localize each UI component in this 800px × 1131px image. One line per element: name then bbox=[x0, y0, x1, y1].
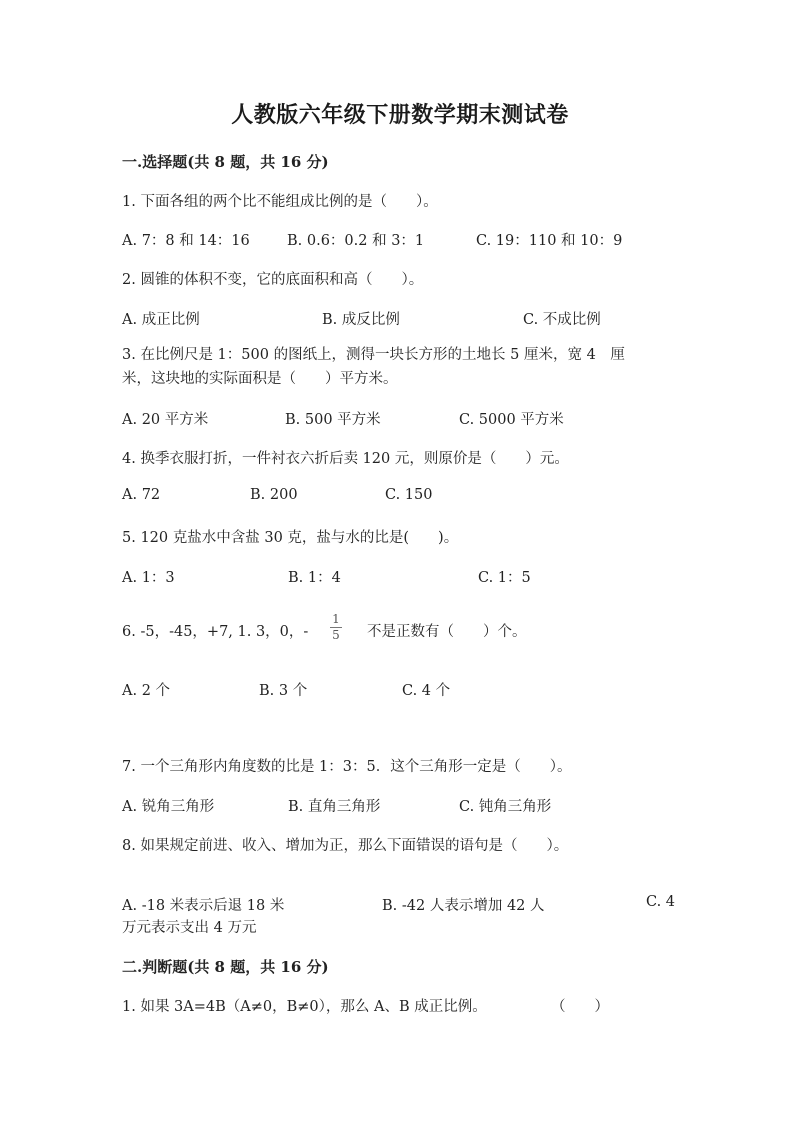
option-c: C. 1：5 bbox=[478, 570, 531, 586]
question-stem: 1. 如果 3A=4B（A≠0，B≠0），那么 A、B 成正比例。 bbox=[122, 999, 487, 1015]
option-b: B. 直角三角形 bbox=[288, 799, 381, 815]
question-stem: 1. 下面各组的两个比不能组成比例的是（ ）。 bbox=[122, 194, 438, 210]
answer-blank: （ ） bbox=[551, 999, 609, 1015]
option-b: B. 1：4 bbox=[288, 570, 341, 586]
question-stem: 7. 一个三角形内角度数的比是 1：3：5．这个三角形一定是（ ）。 bbox=[122, 759, 572, 775]
option-a: A. 1：3 bbox=[122, 570, 175, 586]
question-stem-part1: 6. -5，-45，+7, 1. 3，0，- bbox=[122, 624, 309, 640]
option-c-continuation: 万元表示支出 4 万元 bbox=[122, 920, 257, 936]
option-a: A. 72 bbox=[122, 487, 161, 503]
section-heading-choice: 一.选择题(共 8 题，共 16 分) bbox=[122, 153, 329, 171]
exam-title: 人教版六年级下册数学期末测试卷 bbox=[231, 102, 569, 128]
option-c: C. 钝角三角形 bbox=[459, 799, 552, 815]
option-b: B. 200 bbox=[250, 487, 298, 503]
option-c: C. 150 bbox=[385, 487, 433, 503]
question-stem: 4. 换季衣服打折，一件衬衣六折后卖 120 元，则原价是（ ）元。 bbox=[122, 451, 569, 467]
fraction-numerator: 1 bbox=[332, 612, 340, 626]
option-a: A. -18 米表示后退 18 米 bbox=[122, 898, 285, 914]
option-a: A. 20 平方米 bbox=[122, 412, 209, 428]
option-a: A. 锐角三角形 bbox=[122, 799, 215, 815]
question-stem-part2: 不是正数有（ ）个。 bbox=[367, 624, 527, 640]
question-stem: 2. 圆锥的体积不变，它的底面积和高（ ）。 bbox=[122, 272, 424, 288]
option-b: B. 成反比例 bbox=[322, 312, 400, 328]
question-stem: 5. 120 克盐水中含盐 30 克，盐与水的比是( )。 bbox=[122, 530, 459, 546]
option-a: A. 成正比例 bbox=[122, 312, 200, 328]
option-b: B. 3 个 bbox=[259, 683, 308, 699]
fraction-denominator: 5 bbox=[332, 628, 340, 642]
option-a: A. 7：8 和 14：16 bbox=[122, 233, 250, 249]
option-c: C. 4 bbox=[646, 894, 676, 910]
option-c: C. 19：110 和 10：9 bbox=[476, 233, 623, 249]
option-b: B. 0.6：0.2 和 3：1 bbox=[287, 233, 425, 249]
question-stem: 3. 在比例尺是 1：500 的图纸上，测得一块长方形的土地长 5 厘米，宽 4 厘米，这块地的实际面积是（ ）平方米。 bbox=[122, 347, 625, 387]
option-c: C. 不成比例 bbox=[523, 312, 601, 328]
option-c: C. 5000 平方米 bbox=[459, 412, 564, 428]
fraction-one-fifth bbox=[329, 613, 343, 642]
section-heading-judgment: 二.判断题(共 8 题，共 16 分) bbox=[122, 958, 329, 976]
option-b: B. 500 平方米 bbox=[285, 412, 381, 428]
option-b: B. -42 人表示增加 42 人 bbox=[382, 898, 545, 914]
option-a: A. 2 个 bbox=[122, 683, 171, 699]
option-c: C. 4 个 bbox=[402, 683, 451, 699]
question-stem: 8. 如果规定前进、收入、增加为正，那么下面错误的语句是（ ）。 bbox=[122, 838, 569, 854]
